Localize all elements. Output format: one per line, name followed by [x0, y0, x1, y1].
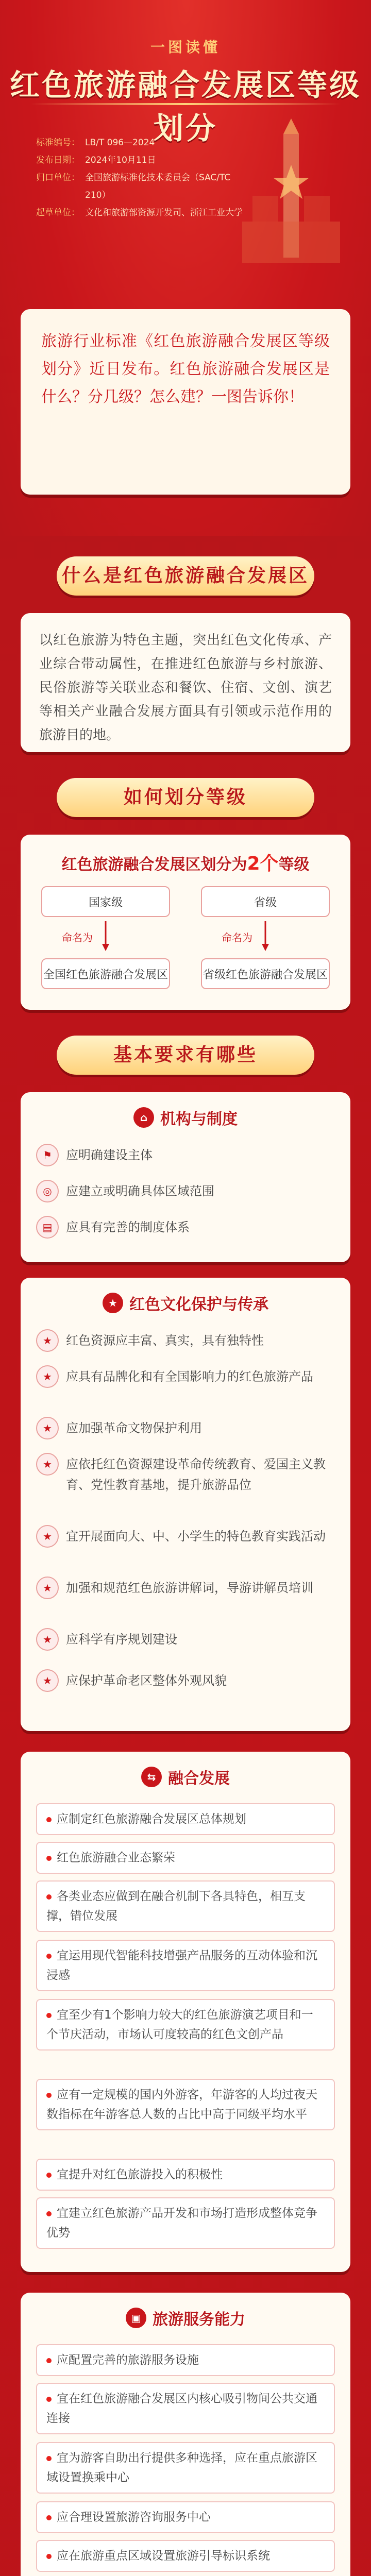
requirement-item: 宜在红色旅游融合发展区内核心吸引物间公共交通连接: [36, 2383, 335, 2434]
requirement-item: 宜至少有1个影响力较大的红色旅游演艺项目和一个节庆活动，市场认可度较高的红色文创产品: [36, 1999, 335, 2050]
group-head-integration: ⇆ 融合发展: [93, 1762, 278, 1792]
meta-row: 起草单位： 文化和旅游部资源开发司、浙江工业大学: [36, 208, 243, 218]
title-divider: [31, 103, 340, 105]
arrow-label: 命名为: [62, 931, 93, 944]
grade-lead: 红色旅游融合发展区划分为2个等级: [61, 853, 310, 874]
requirement-item: ⚑ 应明确建设主体: [36, 1144, 335, 1166]
level-national-name: 全国红色旅游融合发展区: [41, 958, 170, 989]
section-grade-title: 如何划分等级: [57, 778, 314, 817]
section-grade-card: [21, 835, 350, 1010]
requirement-item: ▤ 应具有完善的制度体系: [36, 1216, 335, 1239]
section-what-body: 以红色旅游为特色主题，突出红色文化传承、产业综合带动属性，在推进红色旅游与乡村旅游、民俗旅游等关联业态和餐饮、住宿、文创、演艺等相关产业融合发展方面具有引领或示范作用的旅游目的地。: [39, 633, 332, 743]
star-icon: ★: [36, 1329, 59, 1352]
level-national-scope: 国家级: [41, 886, 170, 917]
requirement-item: 宜建立红色旅游产品开发和市场打造形成整体竞争优势: [36, 2197, 335, 2249]
requirement-item: ★ 加强和规范红色旅游讲解词，导游讲解员培训: [36, 1577, 335, 1599]
meta-row: 标准编号： LB/T 096—2024: [36, 138, 155, 148]
bus-icon: ▣: [126, 2308, 146, 2328]
star-icon: ★: [36, 1417, 59, 1439]
arrow-down-icon: [260, 921, 271, 952]
requirement-item: 应有一定规模的国内外游客，年游客的人均过夜天数指标在年游客总人数的占比中高于同级平均水平: [36, 2079, 335, 2130]
map-icon: ◎: [36, 1180, 59, 1202]
requirement-item: 应在旅游重点区域设置旅游引导标识系统: [36, 2540, 335, 2572]
requirement-item: 宜运用现代智能科技增强产品服务的互动体验和沉浸感: [36, 1940, 335, 1991]
requirement-item: 宜为游客自助出行提供多种选择，应在重点旅游区域设置换乘中心: [36, 2442, 335, 2494]
requirement-item: 宜提升对红色旅游投入的积极性: [36, 2159, 335, 2191]
star-icon: ★: [36, 1577, 59, 1599]
group-head-culture: ★ 红色文化保护与传承: [93, 1288, 278, 1318]
star-icon: ★: [36, 1365, 59, 1388]
handshake-icon: ⇆: [141, 1767, 162, 1787]
requirement-item: ★ 应依托红色资源建设革命传统教育、爱国主义教育、党性教育基地，提升旅游品位: [36, 1453, 335, 1496]
star-icon: ★: [36, 1453, 59, 1476]
requirement-item: ★ 红色资源应丰富、真实，具有独特性: [36, 1329, 335, 1352]
document-icon: ▤: [36, 1216, 59, 1239]
requirement-item: 各类业态应做到在融合机制下各具特色，相互支撑，错位发展: [36, 1880, 335, 1932]
monument-illustration: [232, 118, 350, 273]
grade-count: 2个: [247, 853, 279, 874]
requirement-item: 应配置完善的旅游服务设施: [36, 2344, 335, 2376]
requirement-item: ★ 应具有品牌化和有全国影响力的红色旅游产品: [36, 1365, 335, 1388]
level-provincial-scope: 省级: [201, 886, 330, 917]
intro-text: 旅游行业标准《红色旅游融合发展区等级划分》近日发布。红色旅游融合发展区是什么？分几级？怎么建？一图告诉你！: [41, 332, 330, 406]
hero-subtitle: 一图读懂: [150, 39, 221, 56]
group-head-institution: ⌂ 机构与制度: [93, 1103, 278, 1132]
section-what-card: [21, 613, 350, 752]
hero-header: [0, 0, 371, 536]
requirement-item: ★ 应保护革命老区整体外观风貌: [36, 1669, 335, 1692]
star-icon: ★: [36, 1525, 59, 1548]
intro-card: [21, 309, 350, 495]
arrow-label: 命名为: [222, 931, 252, 944]
section-requirements-title: 基本要求有哪些: [57, 1036, 314, 1075]
requirement-item: ◎ 应建立或明确具体区域范围: [36, 1180, 335, 1202]
arrow-down-icon: [100, 921, 111, 952]
requirement-item: ★ 应加强革命文物保护利用: [36, 1417, 335, 1439]
requirement-item: 红色旅游融合业态繁荣: [36, 1842, 335, 1874]
star-icon: ★: [36, 1669, 59, 1692]
group-head-service: ▣ 旅游服务能力: [93, 2303, 278, 2333]
flag-icon: ⚑: [36, 1144, 59, 1166]
building-icon: ⌂: [133, 1107, 154, 1128]
meta-row: 归口单位： 全国旅游标准化技术委员会（SAC/TC 210）: [36, 173, 231, 200]
hero-title: 红色旅游融合发展区等级划分: [9, 67, 361, 146]
star-icon: ★: [36, 1628, 59, 1651]
meta-row: 发布日期： 2024年10月11日: [36, 155, 156, 165]
requirement-item: ★ 宜开展面向大、中、小学生的特色教育实践活动: [36, 1525, 335, 1548]
requirement-item: 应制定红色旅游融合发展区总体规划: [36, 1803, 335, 1835]
level-provincial-name: 省级红色旅游融合发展区: [201, 958, 330, 989]
requirement-item: ★ 应科学有序规划建设: [36, 1628, 335, 1651]
standard-meta: [36, 134, 252, 222]
requirement-item: 应合理设置旅游咨询服务中心: [36, 2501, 335, 2533]
star-icon: ★: [103, 1293, 123, 1313]
group-card-service: [21, 2293, 350, 2576]
section-what-title: 什么是红色旅游融合发展区: [57, 556, 314, 596]
